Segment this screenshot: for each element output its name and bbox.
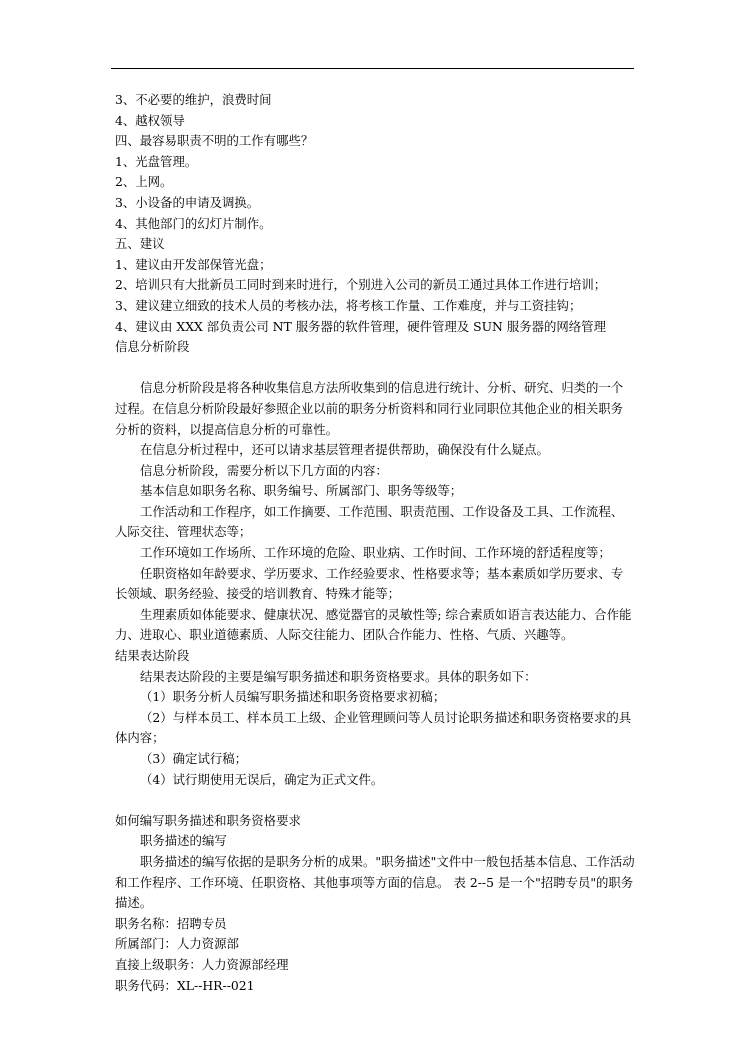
section-heading: 如何编写职务描述和职务资格要求 xyxy=(115,812,301,828)
list-item: （2）与样本员工、样本员工上级、企业管理顾问等人员讨论职务描述和职务资格要求的具体内容； xyxy=(115,709,632,746)
blank-line xyxy=(115,790,635,811)
paragraph: 在信息分析过程中，还可以请求基层管理者提供帮助，确保没有什么疑点。 xyxy=(140,442,549,458)
list-item: （1）职务分析人员编写职务描述和职务资格要求初稿； xyxy=(140,689,446,705)
list-item: （3）确定试行稿； xyxy=(140,751,248,766)
paragraph: 信息分析阶段是将各种收集信息方法所收集到的信息进行统计、分析、研究、归类的一个过程。在信息分析阶段最好参照企业以前的职务分析资料和同行业同职位其他企业的相关职务分析的资料，以提高信息分析的可靠性。 xyxy=(115,380,624,437)
paragraph: 工作活动和工作程序，如工作摘要、工作范围、职责范围、工作设备及工具、工作流程、人际交往、管理状态等； xyxy=(115,503,624,540)
subheading: 职务描述的编写 xyxy=(140,833,227,849)
paragraph: 任职资格如年龄要求、学历要求、工作经验要求、性格要求等；基本素质如学历要求、专长领域、职务经验、接受的培训教育、特殊才能等； xyxy=(115,565,624,602)
field-line: 职务代码：XL--HR--021 xyxy=(115,977,255,993)
field-line: 职务名称：招聘专员 xyxy=(115,915,227,931)
paragraph: 基本信息如职务名称、职务编号、所属部门、职务等级等； xyxy=(140,483,463,499)
text-line: 2、培训只有大批新员工同时到来时进行，个别进入公司的新员工通过具体工作进行培训； xyxy=(115,277,607,293)
text-line: 1、光盘管理。 xyxy=(115,153,198,169)
text-line: 4、其他部门的幻灯片制作。 xyxy=(115,215,272,231)
paragraph: 信息分析阶段，需要分析以下几方面的内容： xyxy=(140,462,388,478)
list-item: （4）试行期使用无误后，确定为正式文件。 xyxy=(140,771,384,787)
document-body xyxy=(115,90,635,996)
paragraph: 生理素质如体能要求、健康状况、感觉器官的灵敏性等; 综合素质如语言表达能力、合作能力、进取心、职业道德素质、人际交往能力、团队合作能力、性格、气质、兴趣等。 xyxy=(115,606,632,643)
paragraph: 结果表达阶段的主要是编写职务描述和职务资格要求。具体的职务如下： xyxy=(140,668,537,684)
text-line: 4、越权领导 xyxy=(115,112,185,128)
text-line: 3、建议建立细致的技术人员的考核办法，将考核工作量、工作难度，并与工资挂钩； xyxy=(115,297,582,313)
section-heading: 结果表达阶段 xyxy=(115,648,190,664)
section-heading: 五、建议 xyxy=(115,236,165,252)
blank-line xyxy=(115,358,635,379)
section-heading: 四、最容易职责不明的工作有哪些？ xyxy=(115,133,314,149)
text-line: 3、不必要的维护，浪费时间 xyxy=(115,92,272,107)
field-line: 所属部门：人力资源部 xyxy=(115,936,239,952)
text-line: 4、建议由 XXX 部负责公司 NT 服务器的软件管理，硬件管理及 SUN 服务器的网络管理 xyxy=(115,318,606,334)
text-line: 3、小设备的申请及调换。 xyxy=(115,194,260,210)
paragraph: 工作环境如工作场所、工作环境的危险、职业病、工作时间、工作环境的舒适程度等； xyxy=(140,545,611,561)
header-rule xyxy=(111,68,634,69)
field-line: 直接上级职务：人力资源部经理 xyxy=(115,956,289,972)
text-line: 2、上网。 xyxy=(115,174,173,190)
text-line: 1、建议由开发部保管光盘； xyxy=(115,256,272,272)
paragraph: 职务描述的编写依据的是职务分析的成果。"职务描述"文件中一般包括基本信息、工作活动和工作程序、工作环境、任职资格、其他事项等方面的信息。 表 2--5 是一个"招聘专员"的职务描述。 xyxy=(115,853,635,911)
section-heading: 信息分析阶段 xyxy=(115,339,190,355)
